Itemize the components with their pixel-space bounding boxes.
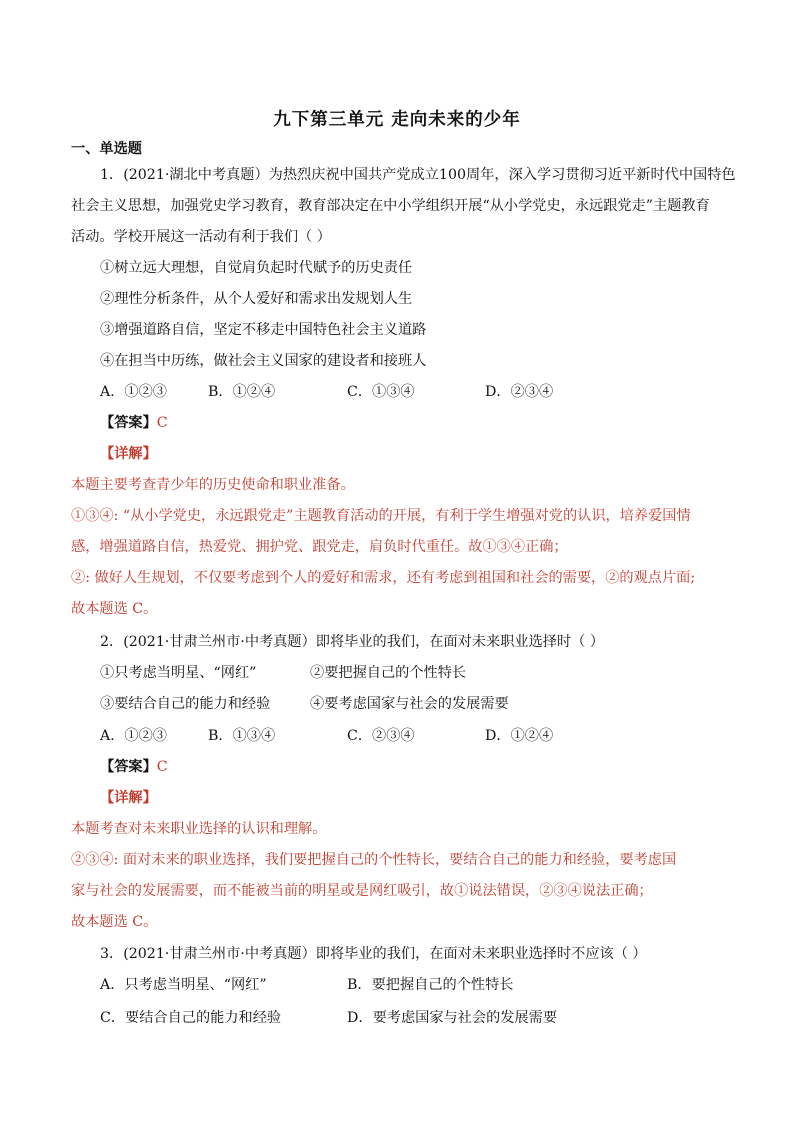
q1-option-d: D．②③④ [485, 384, 554, 400]
q1-option-c: C．①③④ [347, 384, 415, 400]
page-title: 九下第三单元 走向未来的少年 [273, 110, 521, 130]
q2-item-3: ③要结合自己的能力和经验 [100, 696, 271, 712]
q1-item-4: ④在担当中历练，做社会主义国家的建设者和接班人 [100, 353, 427, 369]
q1-stem-line-1: 1．(2021·湖北中考真题）为热烈庆祝中国共产党成立100周年，深入学习贯彻习近平新时代中国特色 [100, 167, 736, 183]
q1-answer-label: 【答案】 [100, 415, 157, 431]
section-heading: 一、单选题 [71, 141, 142, 157]
q2-stem-line-1: 2．(2021·甘肃兰州市·中考真题）即将毕业的我们，在面对未来职业选择时（ ） [100, 634, 605, 650]
q2-item-2: ②要把握自己的个性特长 [310, 665, 467, 681]
q1-detail-1: 本题主要考查青少年的历史使命和职业准备。 [71, 477, 355, 493]
q3-option-a: A．只考虑当明星、“网红” [100, 977, 267, 993]
q2-detail-2: ②③④: 面对未来的职业选择，我们要把握自己的个性特长，要结合自己的能力和经验，要考虑国 [71, 852, 677, 868]
q2-answer-label: 【答案】 [100, 759, 157, 775]
q2-item-4: ④要考虑国家与社会的发展需要 [310, 696, 509, 712]
q1-answer-value: C [156, 415, 168, 431]
q2-answer [100, 757, 168, 777]
q3-stem-line-1: 3．(2021·甘肃兰州市·中考真题）即将毕业的我们，在面对未来职业选择时不应该（ ） [100, 946, 647, 962]
q1-answer [100, 413, 168, 433]
q1-option-a: A．①②③ [100, 384, 167, 400]
q2-option-d: D．①②④ [485, 728, 554, 744]
q1-option-b: B．①②④ [208, 384, 276, 400]
q1-stem-line-2: 社会主义思想，加强党史学习教育，教育部决定在中小学组织开展“从小学党史，永远跟党走”主题教育 [71, 198, 710, 214]
q2-answer-value: C [156, 759, 168, 775]
q1-item-2: ②理性分析条件，从个人爱好和需求出发规划人生 [100, 291, 413, 307]
q2-detail-3: 家与社会的发展需要，而不能被当前的明星或是网红吸引，故①说法错误，②③④说法正确； [71, 883, 653, 899]
q1-item-1: ①树立远大理想，自觉肩负起时代赋予的历史责任 [100, 260, 413, 276]
q2-detail-1: 本题考查对未来职业选择的认识和理解。 [71, 821, 327, 837]
q1-detail-2: ①③④: “从小学党史，永远跟党走”主题教育活动的开展，有利于学生增强对党的认识，培养爱国情 [71, 508, 691, 524]
q3-option-d: D．要考虑国家与社会的发展需要 [347, 1010, 558, 1026]
q1-detail-3: 感，增强道路自信，热爱党、拥护党、跟党走，肩负时代重任。故①③④正确； [71, 539, 568, 555]
q2-option-c: C．②③④ [347, 728, 415, 744]
q2-detail-4: 故本题选 C。 [71, 914, 158, 930]
q3-option-b: B．要把握自己的个性特长 [347, 977, 514, 993]
q1-detail-4: ②: 做好人生规划，不仅要考虑到个人的爱好和需求，还有考虑到祖国和社会的需要，②的观点片面; [71, 570, 696, 586]
q3-option-c: C．要结合自己的能力和经验 [100, 1010, 282, 1026]
q2-detail-label: 【详解】 [100, 790, 157, 806]
q2-option-a: A．①②③ [100, 728, 167, 744]
q1-detail-label: 【详解】 [100, 446, 157, 462]
q1-item-3: ③增强道路自信，坚定不移走中国特色社会主义道路 [100, 322, 427, 338]
q1-detail-5: 故本题选 C。 [71, 601, 158, 617]
q2-option-b: B．①③④ [208, 728, 276, 744]
q2-item-1: ①只考虑当明星、“网红” [100, 665, 257, 681]
q1-stem-line-3: 活动。学校开展这一活动有利于我们（ ） [71, 229, 331, 245]
